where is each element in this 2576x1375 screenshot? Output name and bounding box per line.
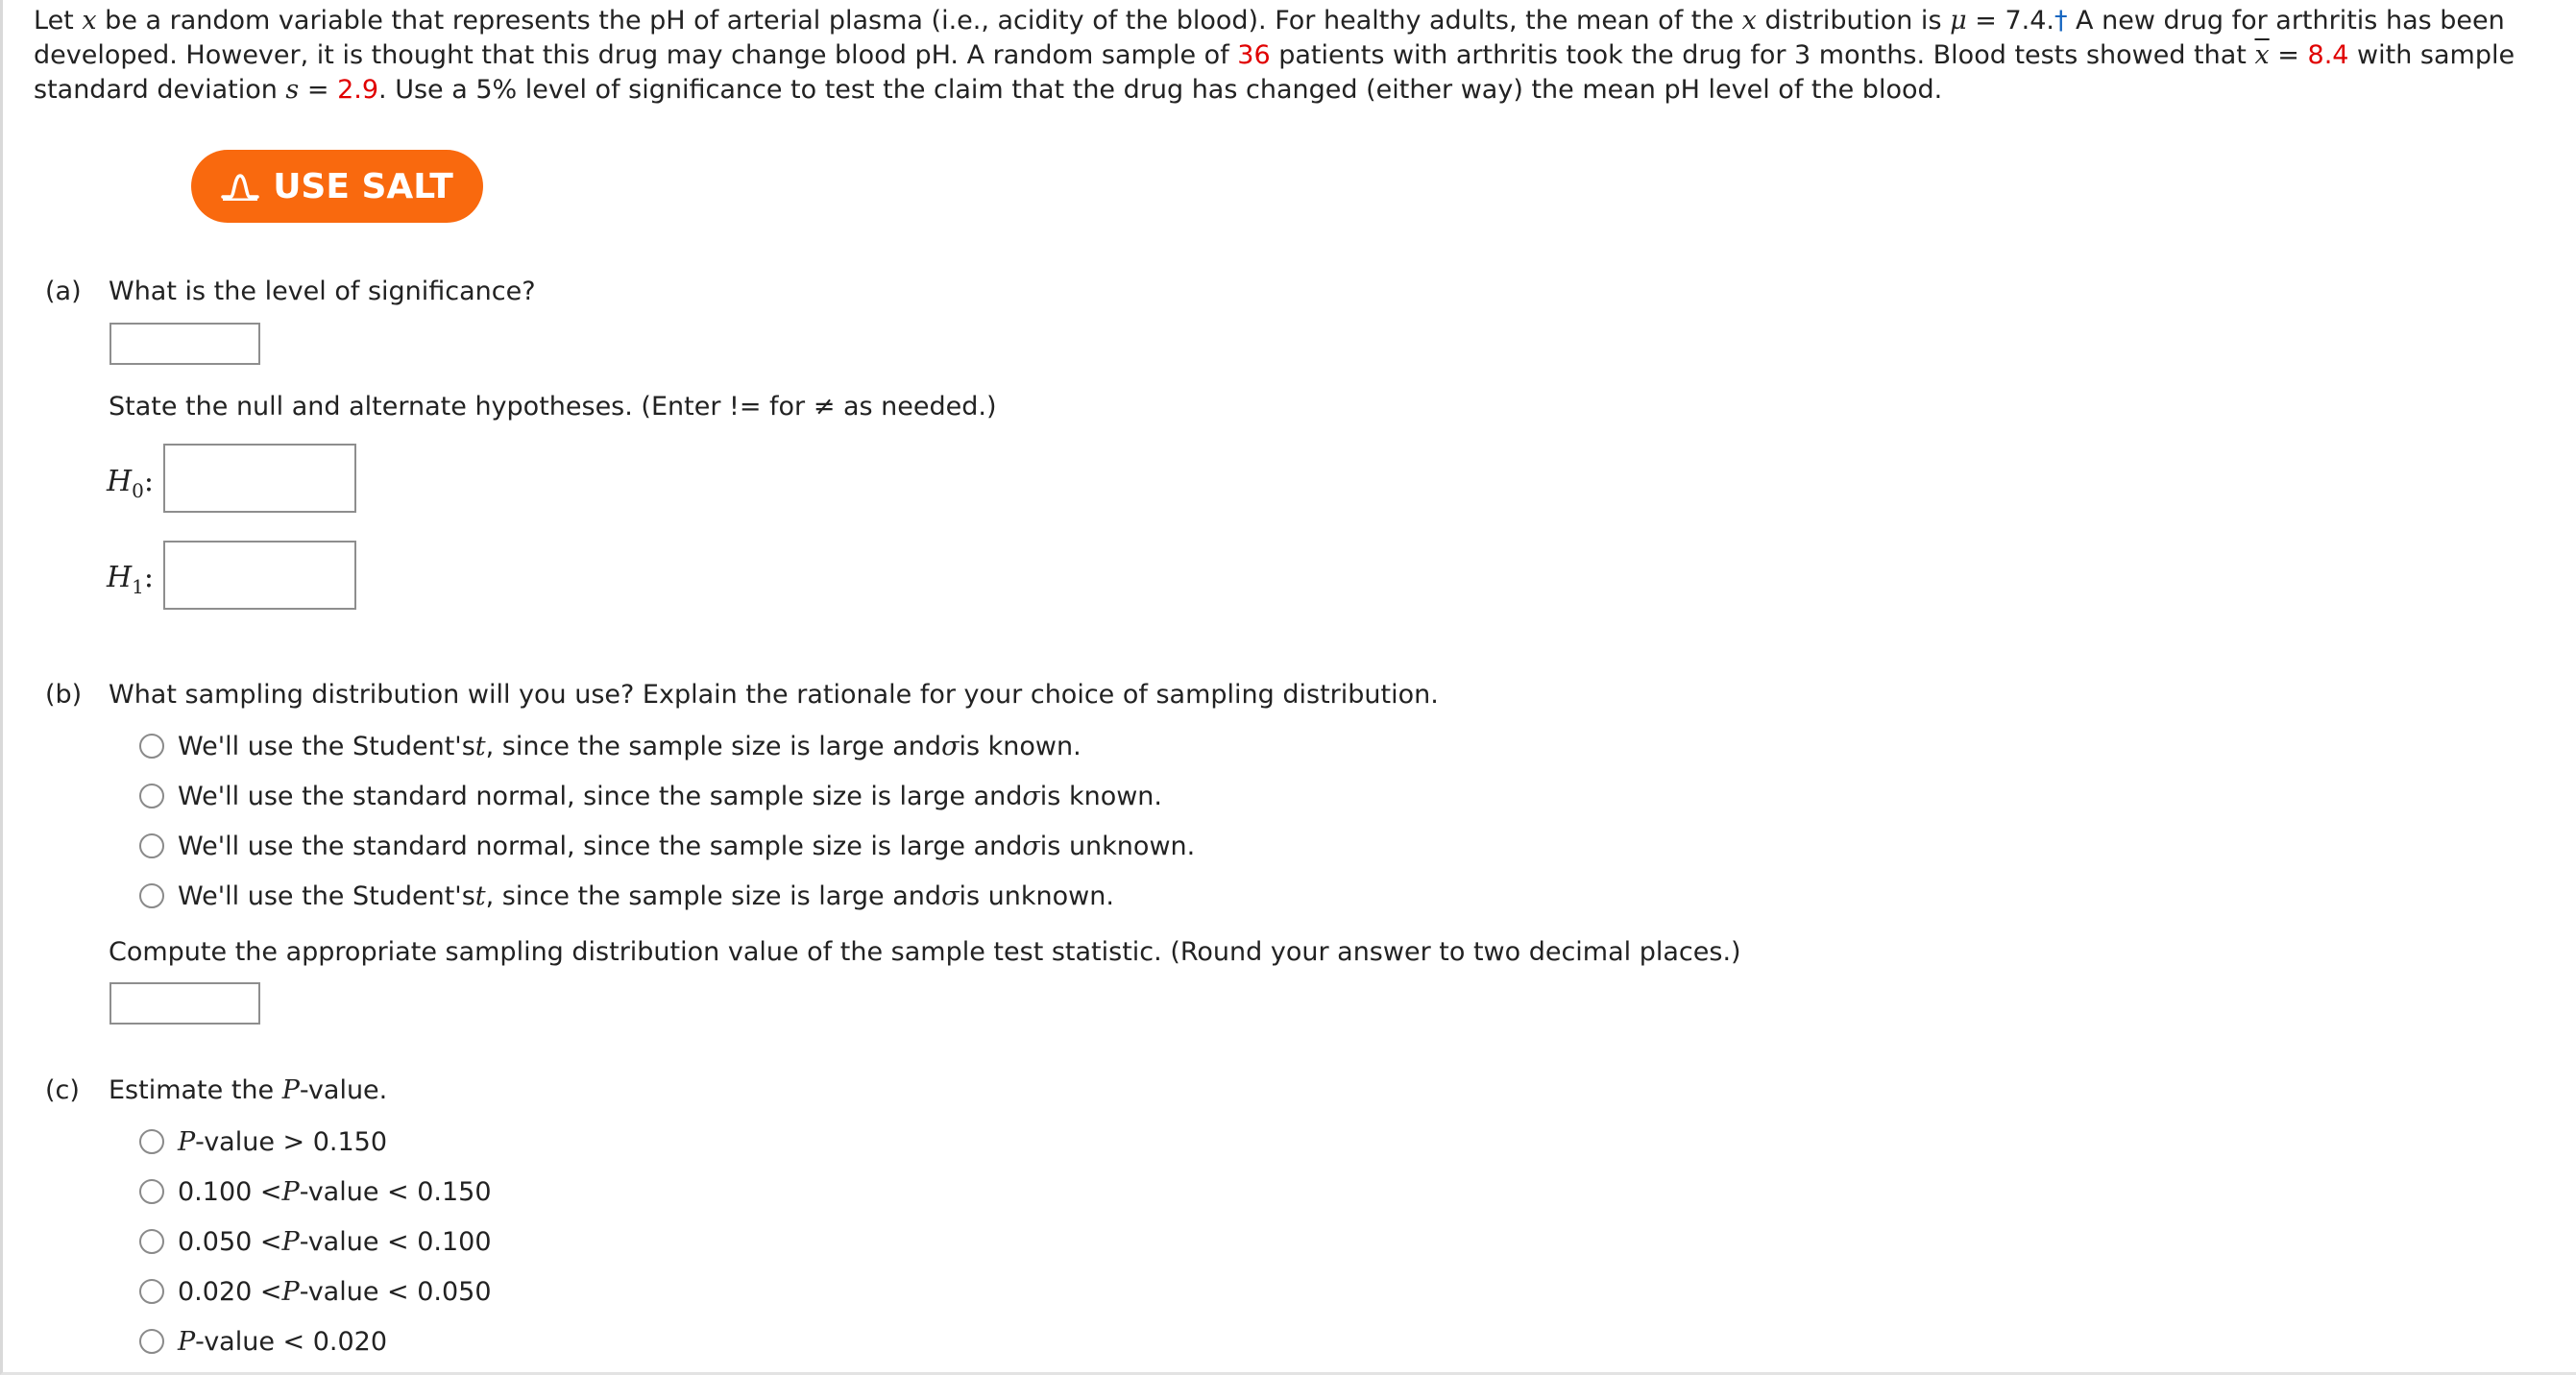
- option-text: We'll use the standard normal, since the sample size is large and: [178, 781, 1023, 811]
- intro-text: A new drug for arthritis has been developed. However, it is thought that this drug may change blood pH. A random sample of: [34, 6, 2505, 70]
- sample-size-value: 36: [1237, 40, 1271, 70]
- var-xbar: $\overline{x}$: [2254, 40, 2270, 70]
- option-text: , since the sample size is large and: [485, 731, 942, 761]
- option-text: We'll use the Student's: [178, 731, 475, 761]
- radio-button[interactable]: [139, 833, 164, 858]
- test-statistic-input[interactable]: [109, 982, 260, 1025]
- var-mu: μ: [1950, 6, 1967, 36]
- radio-button[interactable]: [139, 1279, 164, 1304]
- var-x: x: [82, 6, 97, 36]
- part-b-label: (b): [45, 680, 83, 710]
- var-t: t: [474, 880, 486, 911]
- h0-label: [107, 465, 154, 502]
- intro-text: Let: [34, 6, 83, 36]
- option-text: 0.050 <: [178, 1226, 282, 1257]
- radio-button[interactable]: [139, 1129, 164, 1154]
- var-p: P: [281, 1075, 300, 1105]
- var-p: P: [281, 1176, 300, 1207]
- radio-button[interactable]: [139, 1229, 164, 1254]
- option-text: -value > 0.150: [195, 1126, 388, 1157]
- sample-mean-value: 8.4: [2307, 40, 2349, 70]
- test-statistic-prompt: Compute the appropriate sampling distribution value of the sample test statistic. (Round your answer to two decimal places.): [109, 937, 1741, 967]
- intro-text: patients with arthritis took the drug for 3 months. Blood tests showed that: [1270, 40, 2255, 70]
- pvalue-option-4[interactable]: [139, 1272, 492, 1311]
- sample-sd-value: 2.9: [337, 75, 379, 105]
- option-text: We'll use the Student's: [178, 880, 475, 911]
- var-p: P: [281, 1226, 300, 1257]
- pvalue-option-1[interactable]: [139, 1122, 387, 1161]
- sampling-option-4[interactable]: [139, 877, 1114, 915]
- hypotheses-prompt: State the null and alternate hypotheses. (Enter != for ≠ as needed.): [109, 392, 997, 422]
- option-text: -value < 0.150: [299, 1176, 492, 1207]
- option-text: -value < 0.100: [299, 1226, 492, 1257]
- radio-button[interactable]: [139, 734, 164, 759]
- var-s: s: [285, 75, 300, 105]
- intro-text: distribution is: [1756, 6, 1951, 36]
- sampling-option-2[interactable]: [139, 777, 1162, 815]
- part-b-question: What sampling distribution will you use? Explain the rationale for your choice of sampling distribution.: [109, 680, 1439, 710]
- var-t: t: [474, 731, 486, 761]
- radio-button[interactable]: [139, 1179, 164, 1204]
- var-p: P: [281, 1276, 300, 1307]
- radio-button[interactable]: [139, 883, 164, 908]
- var-sigma: σ: [941, 880, 960, 911]
- h0-letter: H: [107, 465, 133, 498]
- part-c-label: (c): [45, 1075, 80, 1105]
- sampling-option-3[interactable]: [139, 827, 1195, 865]
- part-a-label: (a): [45, 277, 82, 306]
- h1-label: [107, 561, 154, 598]
- part-a-question: What is the level of significance?: [109, 277, 536, 306]
- var-p: P: [178, 1126, 196, 1157]
- radio-button[interactable]: [139, 1329, 164, 1354]
- option-text: 0.020 <: [178, 1276, 282, 1307]
- alternate-hypothesis-input[interactable]: [163, 541, 356, 610]
- part-c-question: [109, 1075, 387, 1105]
- intro-text: =: [299, 75, 338, 105]
- option-text: -value < 0.050: [299, 1276, 492, 1307]
- significance-level-input[interactable]: [109, 323, 260, 365]
- use-salt-label: USE SALT: [273, 166, 453, 206]
- option-text: We'll use the standard normal, since the sample size is large and: [178, 831, 1023, 861]
- intro-text: be a random variable that represents the pH of arterial plasma (i.e., acidity of the blood). For healthy adults, the mean of the: [96, 6, 1742, 36]
- use-salt-button[interactable]: [191, 150, 483, 223]
- sampling-option-1[interactable]: [139, 727, 1081, 765]
- var-sigma: σ: [1022, 781, 1040, 811]
- radio-button[interactable]: [139, 784, 164, 808]
- option-text: is unknown.: [959, 880, 1114, 911]
- salt-curve-icon: [221, 172, 259, 201]
- h1-subscript: 1: [132, 575, 144, 598]
- option-text: is known.: [959, 731, 1081, 761]
- intro-text: with sample standard deviation: [34, 40, 2515, 105]
- var-sigma: σ: [1022, 831, 1040, 861]
- problem-statement: [34, 4, 2569, 108]
- option-text: , since the sample size is large and: [485, 880, 942, 911]
- var-p: P: [178, 1326, 196, 1357]
- pvalue-option-5[interactable]: [139, 1322, 387, 1361]
- pvalue-option-3[interactable]: [139, 1222, 492, 1261]
- option-text: is known.: [1039, 781, 1162, 811]
- intro-text: =: [2269, 40, 2308, 70]
- option-text: is unknown.: [1039, 831, 1196, 861]
- option-text: -value < 0.020: [195, 1326, 388, 1357]
- null-hypothesis-input[interactable]: [163, 444, 356, 513]
- pvalue-option-2[interactable]: [139, 1172, 492, 1211]
- h1-colon: :: [143, 561, 155, 594]
- option-text: 0.100 <: [178, 1176, 282, 1207]
- question-text: Estimate the: [109, 1075, 282, 1105]
- h0-colon: :: [143, 465, 155, 498]
- footnote-dagger-link[interactable]: †: [2054, 6, 2068, 36]
- var-x: x: [1741, 6, 1757, 36]
- h0-subscript: 0: [132, 479, 144, 502]
- question-text: -value.: [299, 1075, 388, 1105]
- intro-text: = 7.4.: [1966, 6, 2054, 36]
- var-sigma: σ: [941, 731, 960, 761]
- h1-letter: H: [107, 561, 133, 594]
- intro-text: . Use a 5% level of significance to test the claim that the drug has changed (either way) the mean pH level of the blood.: [378, 75, 1943, 105]
